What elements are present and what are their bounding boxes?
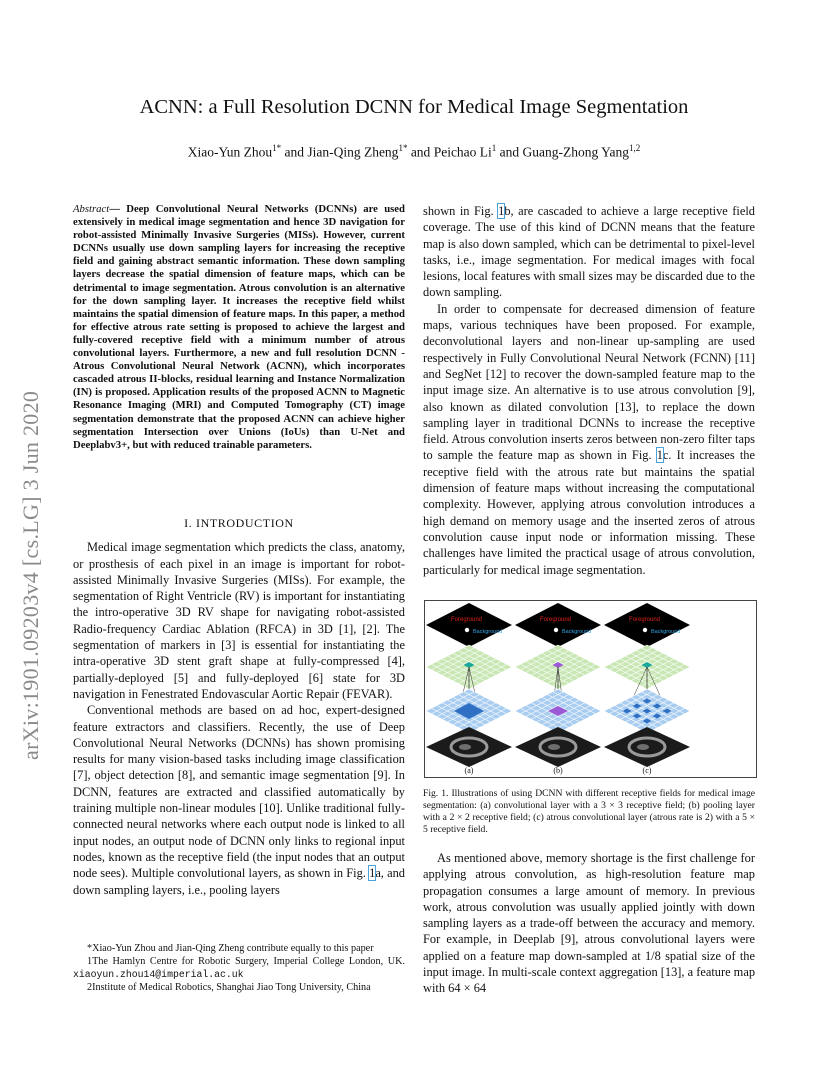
abstract-text: — Deep Convolutional Neural Networks (DCNNs) are used extensively in medical image segmentation and hence 3D navigation for robot-assisted Minimally Invasive Surgeries (MISs). However, current DCNNs usually use down sampling layers for increasing the receptive field and gaining abstract semantic information. These down sampling layers decrease the spatial dimension of feature maps, which can be detrimental to image segmentation. Atrous convolution is an alternative for the down sampling layer. It increases the receptive field whilst maintains the spatial dimension of feature maps. In this paper, a method for effective atrous rate setting is proposed to achieve the largest and fully-covered receptive field with a minimum number of atrous convolutional layers. Furthermore, a new and full resolution DCNN - Atrous Convolutional Neural Network (ACNN), which incorporates cascaded atrous II-blocks, residual learning and Instance Normalization (IN) is proposed. Application results of the proposed ACNN to Magnetic Resonance Imaging (MRI) and Computed Tomography (CT) image segmentation demonstrate that the proposed ACNN can achieve higher segmentation Intersection over Unions (IoUs) than U-Net and Deeplabv3+, but with reduced trainable parameters.	[73, 203, 405, 451]
footnote	[73, 955, 405, 981]
figure-reference-link[interactable]: 1	[656, 448, 663, 463]
footnote-text: 1The Hamlyn Centre for Robotic Surgery, Imperial College London, UK.	[87, 956, 405, 967]
foreground-blob	[643, 628, 647, 632]
abstract-label: Abstract	[73, 203, 110, 215]
label-map	[604, 603, 690, 647]
footnote: *Xiao-Yun Zhou and Jian-Qing Zheng contribute equally to this paper	[87, 943, 374, 954]
abstract	[73, 203, 405, 452]
ct-anatomy	[637, 744, 649, 750]
background-label: Background	[651, 629, 681, 635]
footnote: 2Institute of Medical Robotics, Shanghai Jiao Tong University, China	[87, 982, 371, 993]
paper-title: ACNN: a Full Resolution DCNN for Medical Image Segmentation	[139, 96, 689, 118]
author-affiliation: 1	[491, 143, 497, 153]
panel-label: (c)	[642, 766, 652, 775]
section-heading-introduction: I. INTRODUCTION	[184, 516, 294, 530]
foreground-blob	[465, 628, 469, 632]
footnotes	[73, 942, 405, 994]
paragraph-text: In order to compensate for decreased dimension of feature maps, various techniques have been proposed. For example, deconvolutional layers and non-linear up-sampling are used respectively in Fully Convolutional Neural Network (FCNN) [11] and SegNet [12] to recover the down-sampled feature map to the input image size. An alternative is to use atrous convolution [9], also known as dilated convolution [13], to replace the down sampling layer in traditional DCNNs to increase the receptive field. Atrous convolution inserts zeros between non-zero filter taps to sample the feature map as shown in Fig.	[423, 301, 755, 463]
email-link[interactable]: xiaoyun.zhou14@imperial.ac.uk	[73, 969, 244, 980]
background-label: Background	[473, 629, 503, 635]
paragraph: As mentioned above, memory shortage is the first challenge for applying atrous convolution, as high-resolution feature map propagation consumes a large amount of memory. In previous work, atrous convolution was usually applied jointly with down sampling layers as a trade-off between the accuracy and memory. For example, in Deeplab [9], atrous convolutional layers were applied on a feature map down-sampled at 1/8 spatial size of the input image. In multi-scale context aggregation [13], a feature map with 64 × 64	[423, 851, 756, 996]
foreground-label: Foreground	[540, 617, 572, 623]
author-name: Xiao-Yun Zhou	[187, 144, 273, 160]
author-separator: and	[281, 144, 308, 160]
ct-anatomy	[548, 744, 560, 750]
paragraph-text: Conventional methods are based on ad hoc, expert-designed feature extractors and classifiers. Recently, the use of Deep Convolutional Neural Networks (DCNNs) has shown promising results for many vision-based tasks including image classification [7], object detection [8], and semantic image segmentation [9]. In DCNN, features are extracted and classified automatically by training multiple non-linear modules [10]. Unlike traditional fully-connected neural networks where each output node is linked to all input nodes, an output node of DCNN only links to regional input nodes, known as the receptive field (the input nodes that an output node sees). Multiple convolutional layers, as shown in Fig.	[73, 703, 405, 881]
author-name: Jian-Qing Zheng	[307, 144, 399, 160]
foreground-label: Foreground	[451, 617, 483, 623]
author-affiliation: 1*	[272, 143, 282, 153]
author-name: Guang-Zhong Yang	[522, 144, 630, 160]
right-column-body	[423, 203, 755, 578]
paragraph	[73, 702, 405, 898]
paragraph: Medical image segmentation which predicts the class, anatomy, or prosthesis of each pixel in an image is important for robot-assisted Minimally Invasive Surgeries (MISs). For example, the segmentation of Right Ventricle (RV) is important for instantiating the intro-operative 3D RV shape for navigating robot-assisted Radio-frequency Cardiac Ablation (RFCA) in 3D [1], [2]. The segmentation of markers in [3] is essential for instantiating the intra-operative 3D stent graft shape at fully-compressed [4], partially-deployed [5] and fully-deployed [6] state for 3D navigation in Fenestrated Endovascular Aortic Repair (FEVAR).	[73, 540, 405, 701]
right-column-body-continued	[423, 850, 755, 997]
figure-reference-link[interactable]: 1	[498, 204, 505, 218]
author-name: Peichao Li	[433, 144, 492, 160]
author-separator: and	[407, 144, 434, 160]
panel-label: (b)	[553, 766, 563, 775]
left-column-body	[73, 515, 405, 898]
foreground-blob	[554, 628, 558, 632]
figure-caption: Fig. 1. Illustrations of using DCNN with different receptive fields for medical image segmentation: (a) convolutional layer with a 3 × 3 receptive field; (b) pooling layer with a 2 × 2 receptive field; (c) atrous convolutional layer (atrous rate is 2) with a 5 × 5 receptive field.	[423, 788, 755, 835]
figure-reference-link[interactable]: 1	[369, 866, 376, 881]
label-map	[426, 603, 512, 647]
label-map	[515, 603, 601, 647]
arxiv-identifier: arXiv:1901.09203v4 [cs.LG] 3 Jun 2020	[18, 390, 43, 760]
foreground-label: Foreground	[629, 617, 661, 623]
figure-1	[424, 600, 757, 778]
paragraph-text: b, are cascaded to achieve a large receptive field coverage. The use of this kind of DCNN means that the feature map is also down sampled, which can be detrimental to pixel-level tasks, i.e., image segmentation. For medical images with focal lesions, local features with small sizes may be discarded due to the down sampling.	[423, 204, 755, 300]
ct-anatomy	[459, 744, 471, 750]
panel-label: (a)	[464, 766, 474, 775]
paragraph	[423, 203, 755, 301]
author-list	[0, 143, 828, 161]
paragraph-text: shown in Fig.	[423, 204, 499, 218]
paragraph	[423, 301, 755, 578]
author-affiliation: 1*	[398, 143, 408, 153]
background-label: Background	[562, 629, 592, 635]
paragraph-text: c. It increases the receptive field with the atrous rate but maintains the spatial dimension of feature maps without increasing the computational complexity. However, applying atrous convolution introduces a high demand on memory usage and the inserted zeros of atrous convolution cause input node or information missing. These challenges have limited the practical usage of atrous convolution, particularly for medical image segmentation.	[423, 448, 755, 577]
figure-1-illustration	[425, 601, 756, 777]
author-separator: and	[496, 144, 523, 160]
paragraph-text: a, and down sampling layers, i.e., pooling layers	[73, 866, 405, 897]
author-affiliation: 1,2	[629, 143, 641, 153]
